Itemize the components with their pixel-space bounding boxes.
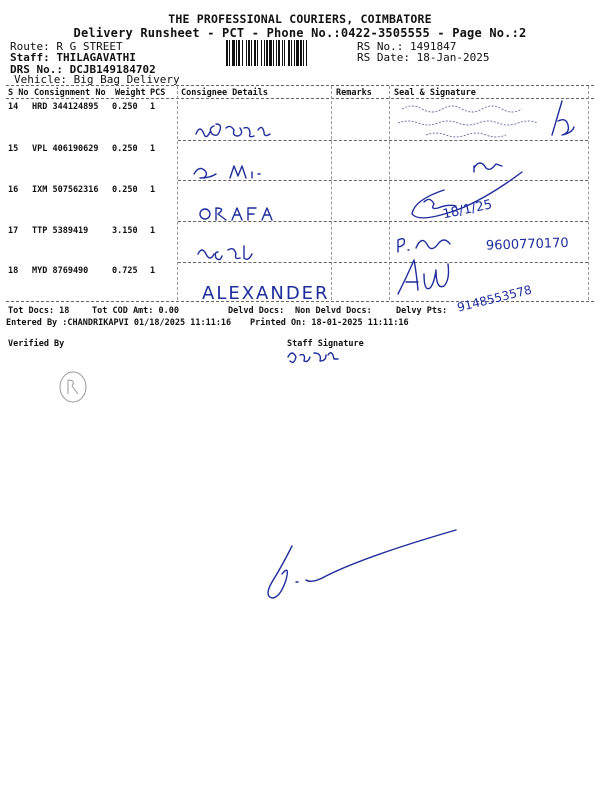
row-consignment: HRD 344124895 bbox=[32, 102, 99, 112]
entered-by: Entered By :CHANDRIKAPVI 01/18/2025 11:11:16 bbox=[6, 318, 232, 328]
col-header-seal: Seal & Signature bbox=[394, 88, 476, 98]
total-docs: Tot Docs: 18 bbox=[8, 306, 70, 316]
column-divider bbox=[331, 86, 332, 300]
column-divider bbox=[389, 86, 390, 300]
phone-number-18: 9148553578 bbox=[455, 282, 534, 315]
row-sno: 18 bbox=[8, 266, 19, 276]
vehicle-field: Vehicle: Big Bag Delivery bbox=[14, 73, 180, 86]
staff-field: Staff: THILAGAVATHI bbox=[10, 51, 136, 64]
row-pcs: 1 bbox=[150, 144, 156, 154]
col-header-weight: Weight bbox=[115, 88, 146, 98]
phone-number-17: 9600770170 bbox=[485, 235, 569, 254]
staff-signature bbox=[284, 345, 344, 369]
delivery-points: Delvy Pts: bbox=[396, 306, 448, 316]
row-weight: 0.250 bbox=[112, 102, 138, 112]
row-consignment: MYD 8769490 bbox=[32, 266, 89, 276]
row-weight: 3.150 bbox=[112, 226, 138, 236]
row-weight: 0.250 bbox=[112, 185, 138, 195]
seal-stamp-14 bbox=[396, 95, 586, 155]
row-weight: 0.725 bbox=[112, 266, 138, 276]
drs-number: DRS No.: DCJB149184702 bbox=[10, 63, 156, 76]
staff-signature-label: Staff Signature bbox=[287, 339, 364, 349]
row-consignment: TTP 5389419 bbox=[32, 226, 89, 236]
row-weight: 0.250 bbox=[112, 144, 138, 154]
table-top-rule bbox=[6, 85, 594, 86]
consignee-signature-17 bbox=[194, 242, 264, 264]
route-field: Route: R G STREET bbox=[10, 40, 123, 53]
consignee-signature-18 bbox=[200, 280, 340, 306]
column-divider bbox=[177, 86, 178, 300]
total-cod-amount: Tot COD Amt: 0.00 bbox=[92, 306, 179, 316]
delivered-docs: Delvd Docs: bbox=[228, 306, 285, 316]
row-sno: 16 bbox=[8, 185, 19, 195]
signature-date-16 bbox=[404, 168, 534, 228]
consignee-signature-15 bbox=[188, 160, 268, 186]
verified-by-label: Verified By bbox=[8, 339, 65, 349]
consignee-name-18: ALEXANDER bbox=[202, 283, 330, 304]
col-header-consignee: Consignee Details bbox=[181, 88, 268, 98]
barcode bbox=[226, 40, 352, 66]
row-sno: 17 bbox=[8, 226, 19, 236]
col-header-consignment: Consignment No bbox=[34, 88, 106, 98]
company-title: THE PROFESSIONAL COURIERS, COIMBATORE bbox=[168, 12, 432, 26]
rs-date: RS Date: 18-Jan-2025 bbox=[357, 51, 490, 64]
runsheet-subtitle: Delivery Runsheet - PCT - Phone No.:0422-3505555 - Page No.:2 bbox=[73, 26, 527, 40]
row-pcs: 1 bbox=[150, 102, 156, 112]
col-header-remarks: Remarks bbox=[336, 88, 372, 98]
consignee-signature-16 bbox=[196, 202, 286, 226]
verifier-signature bbox=[262, 524, 462, 608]
row-pcs: 1 bbox=[150, 266, 156, 276]
delivery-date-16: 18/1/25 bbox=[441, 197, 494, 223]
rs-number: RS No.: 1491847 bbox=[357, 40, 457, 53]
row-pcs: 1 bbox=[150, 185, 156, 195]
row-consignment: VPL 406190629 bbox=[32, 144, 99, 154]
col-header-sno: S No bbox=[8, 88, 29, 98]
row-sno: 14 bbox=[8, 102, 19, 112]
printed-on: Printed On: 18-01-2025 11:11:16 bbox=[250, 318, 409, 328]
faint-stamp-mark bbox=[56, 368, 90, 406]
row-sno: 15 bbox=[8, 144, 19, 154]
consignee-signature-14 bbox=[190, 118, 280, 144]
row-consignment: IXM 507562316 bbox=[32, 185, 99, 195]
row-pcs: 1 bbox=[150, 226, 156, 236]
col-header-pcs: PCS bbox=[150, 88, 166, 98]
non-delivered-docs: Non Delvd Docs: bbox=[295, 306, 372, 316]
